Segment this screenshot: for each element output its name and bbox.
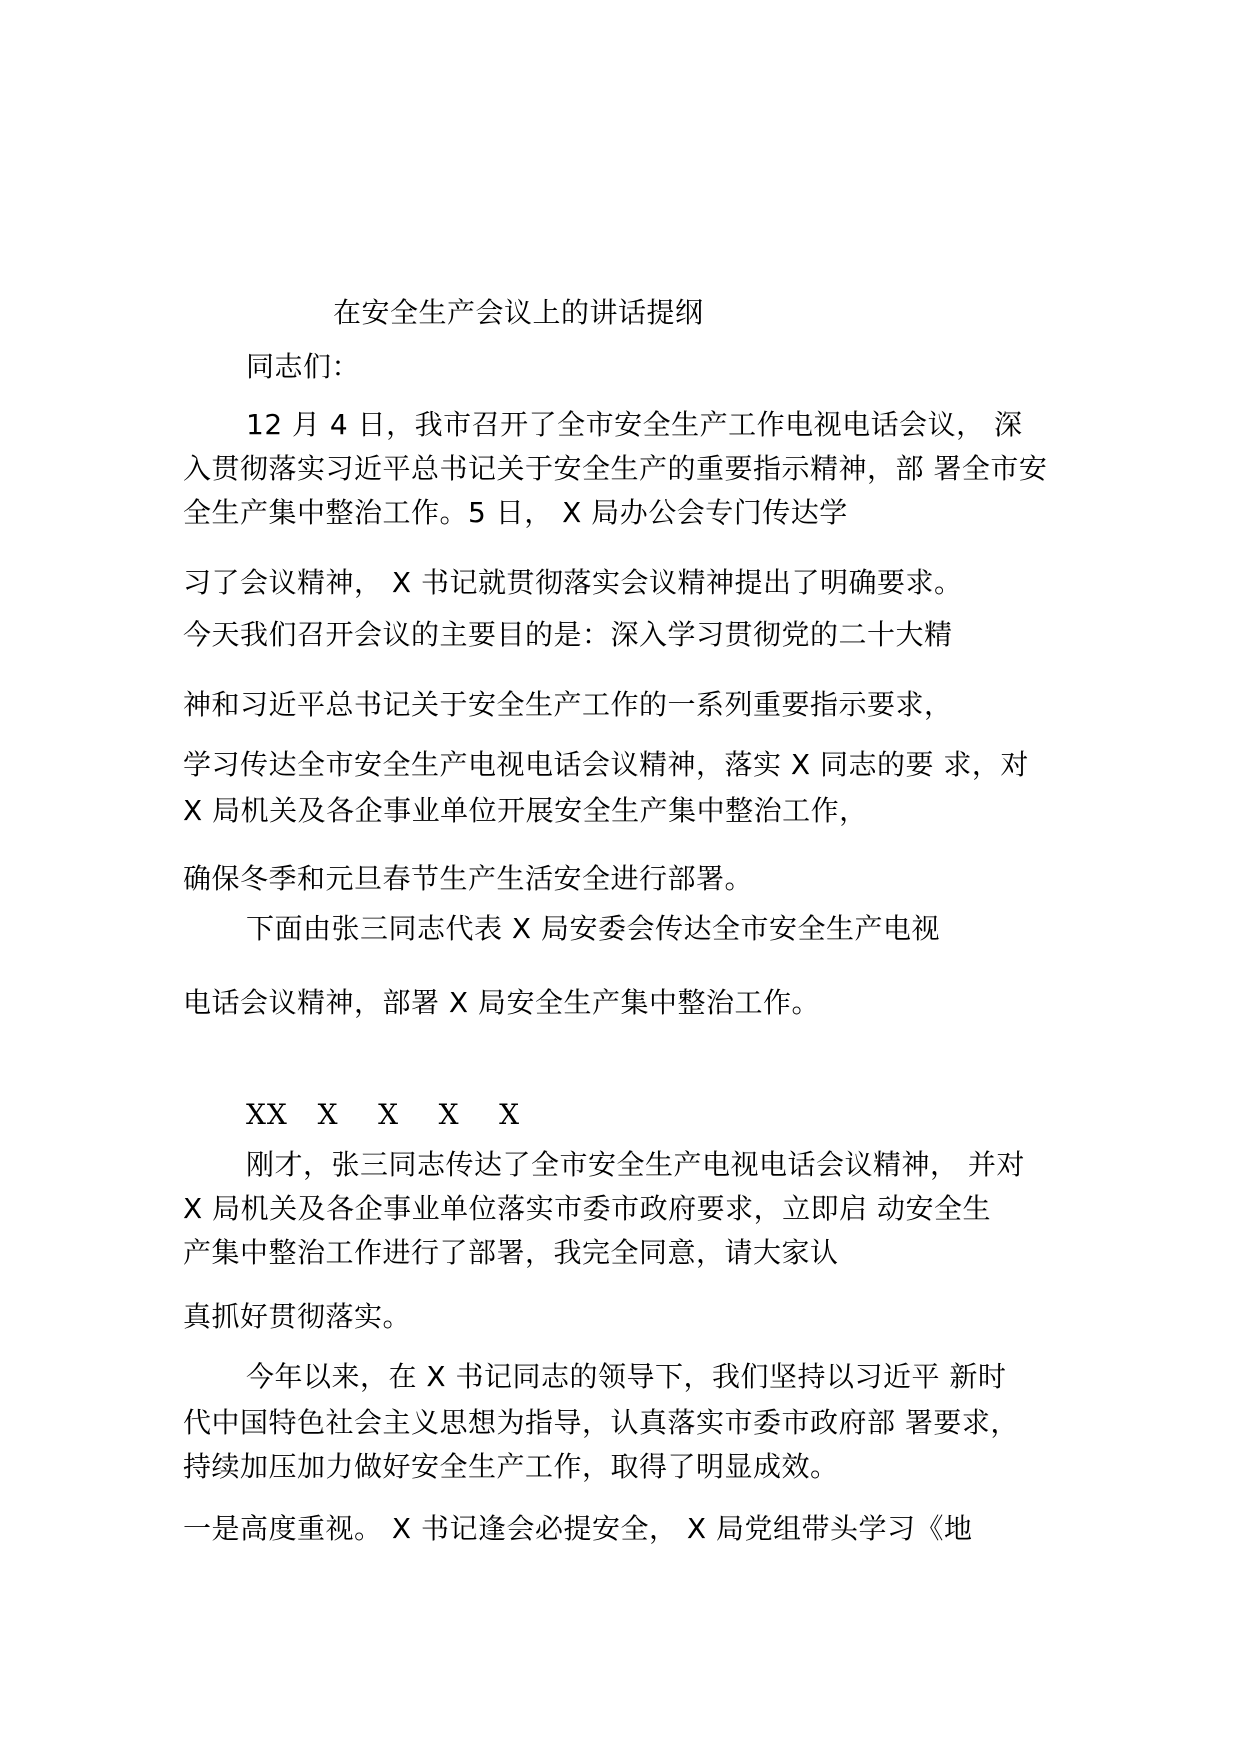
paragraph-line: 确保冬季和元旦春节生产生活安全进行部署。	[183, 862, 754, 895]
paragraph-line: 今年以来，在 X 书记同志的领导下，我们坚持以习近平 新时	[246, 1360, 1007, 1393]
paragraph-line: 入贯彻落实习近平总书记关于安全生产的重要指示精神，部 署全市安	[183, 452, 1048, 485]
paragraph-line: 产集中整治工作进行了部署，我完全同意，请大家认	[183, 1236, 839, 1269]
paragraph-line: 习了会议精神， X 书记就贯彻落实会议精神提出了明确要求。	[183, 566, 963, 599]
paragraph-line: X 局机关及各企事业单位落实市委市政府要求，立即启 动安全生	[183, 1192, 991, 1225]
paragraph-line: X 局机关及各企事业单位开展安全生产集中整治工作，	[183, 794, 868, 827]
paragraph-line: 学习传达全市安全生产电视电话会议精神，落实 X 同志的要 求，对	[183, 748, 1029, 781]
paragraph-line: 一是高度重视。 X 书记逢会必提安全， X 局党组带头学习《地	[183, 1512, 973, 1545]
paragraph-line: 刚才，张三同志传达了全市安全生产电视电话会议精神， 并对	[246, 1148, 1025, 1181]
document-title: 在安全生产会议上的讲话提纲	[333, 296, 704, 329]
paragraph-line: 今天我们召开会议的主要目的是：深入学习贯彻党的二十大精	[183, 618, 953, 651]
paragraph-line: 神和习近平总书记关于安全生产工作的一系列重要指示要求，	[183, 688, 953, 721]
paragraph-line: 代中国特色社会主义思想为指导，认真落实市委市政府部 署要求，	[183, 1406, 1019, 1439]
paragraph-line: 下面由张三同志代表 X 局安委会传达全市安全生产电视	[246, 912, 940, 945]
paragraph-line: 持续加压加力做好安全生产工作，取得了明显成效。	[183, 1450, 839, 1483]
salutation: 同志们：	[246, 350, 361, 383]
separator-line: XX X X X X	[246, 1098, 521, 1131]
paragraph-line: 全生产集中整治工作。5 日， X 局办公会专门传达学	[183, 496, 848, 529]
paragraph-line: 真抓好贯彻落实。	[183, 1300, 412, 1333]
paragraph-line: 12 月 4 日，我市召开了全市安全生产工作电视电话会议， 深	[246, 408, 1023, 441]
paragraph-line: 电话会议精神，部署 X 局安全生产集中整治工作。	[183, 986, 820, 1019]
